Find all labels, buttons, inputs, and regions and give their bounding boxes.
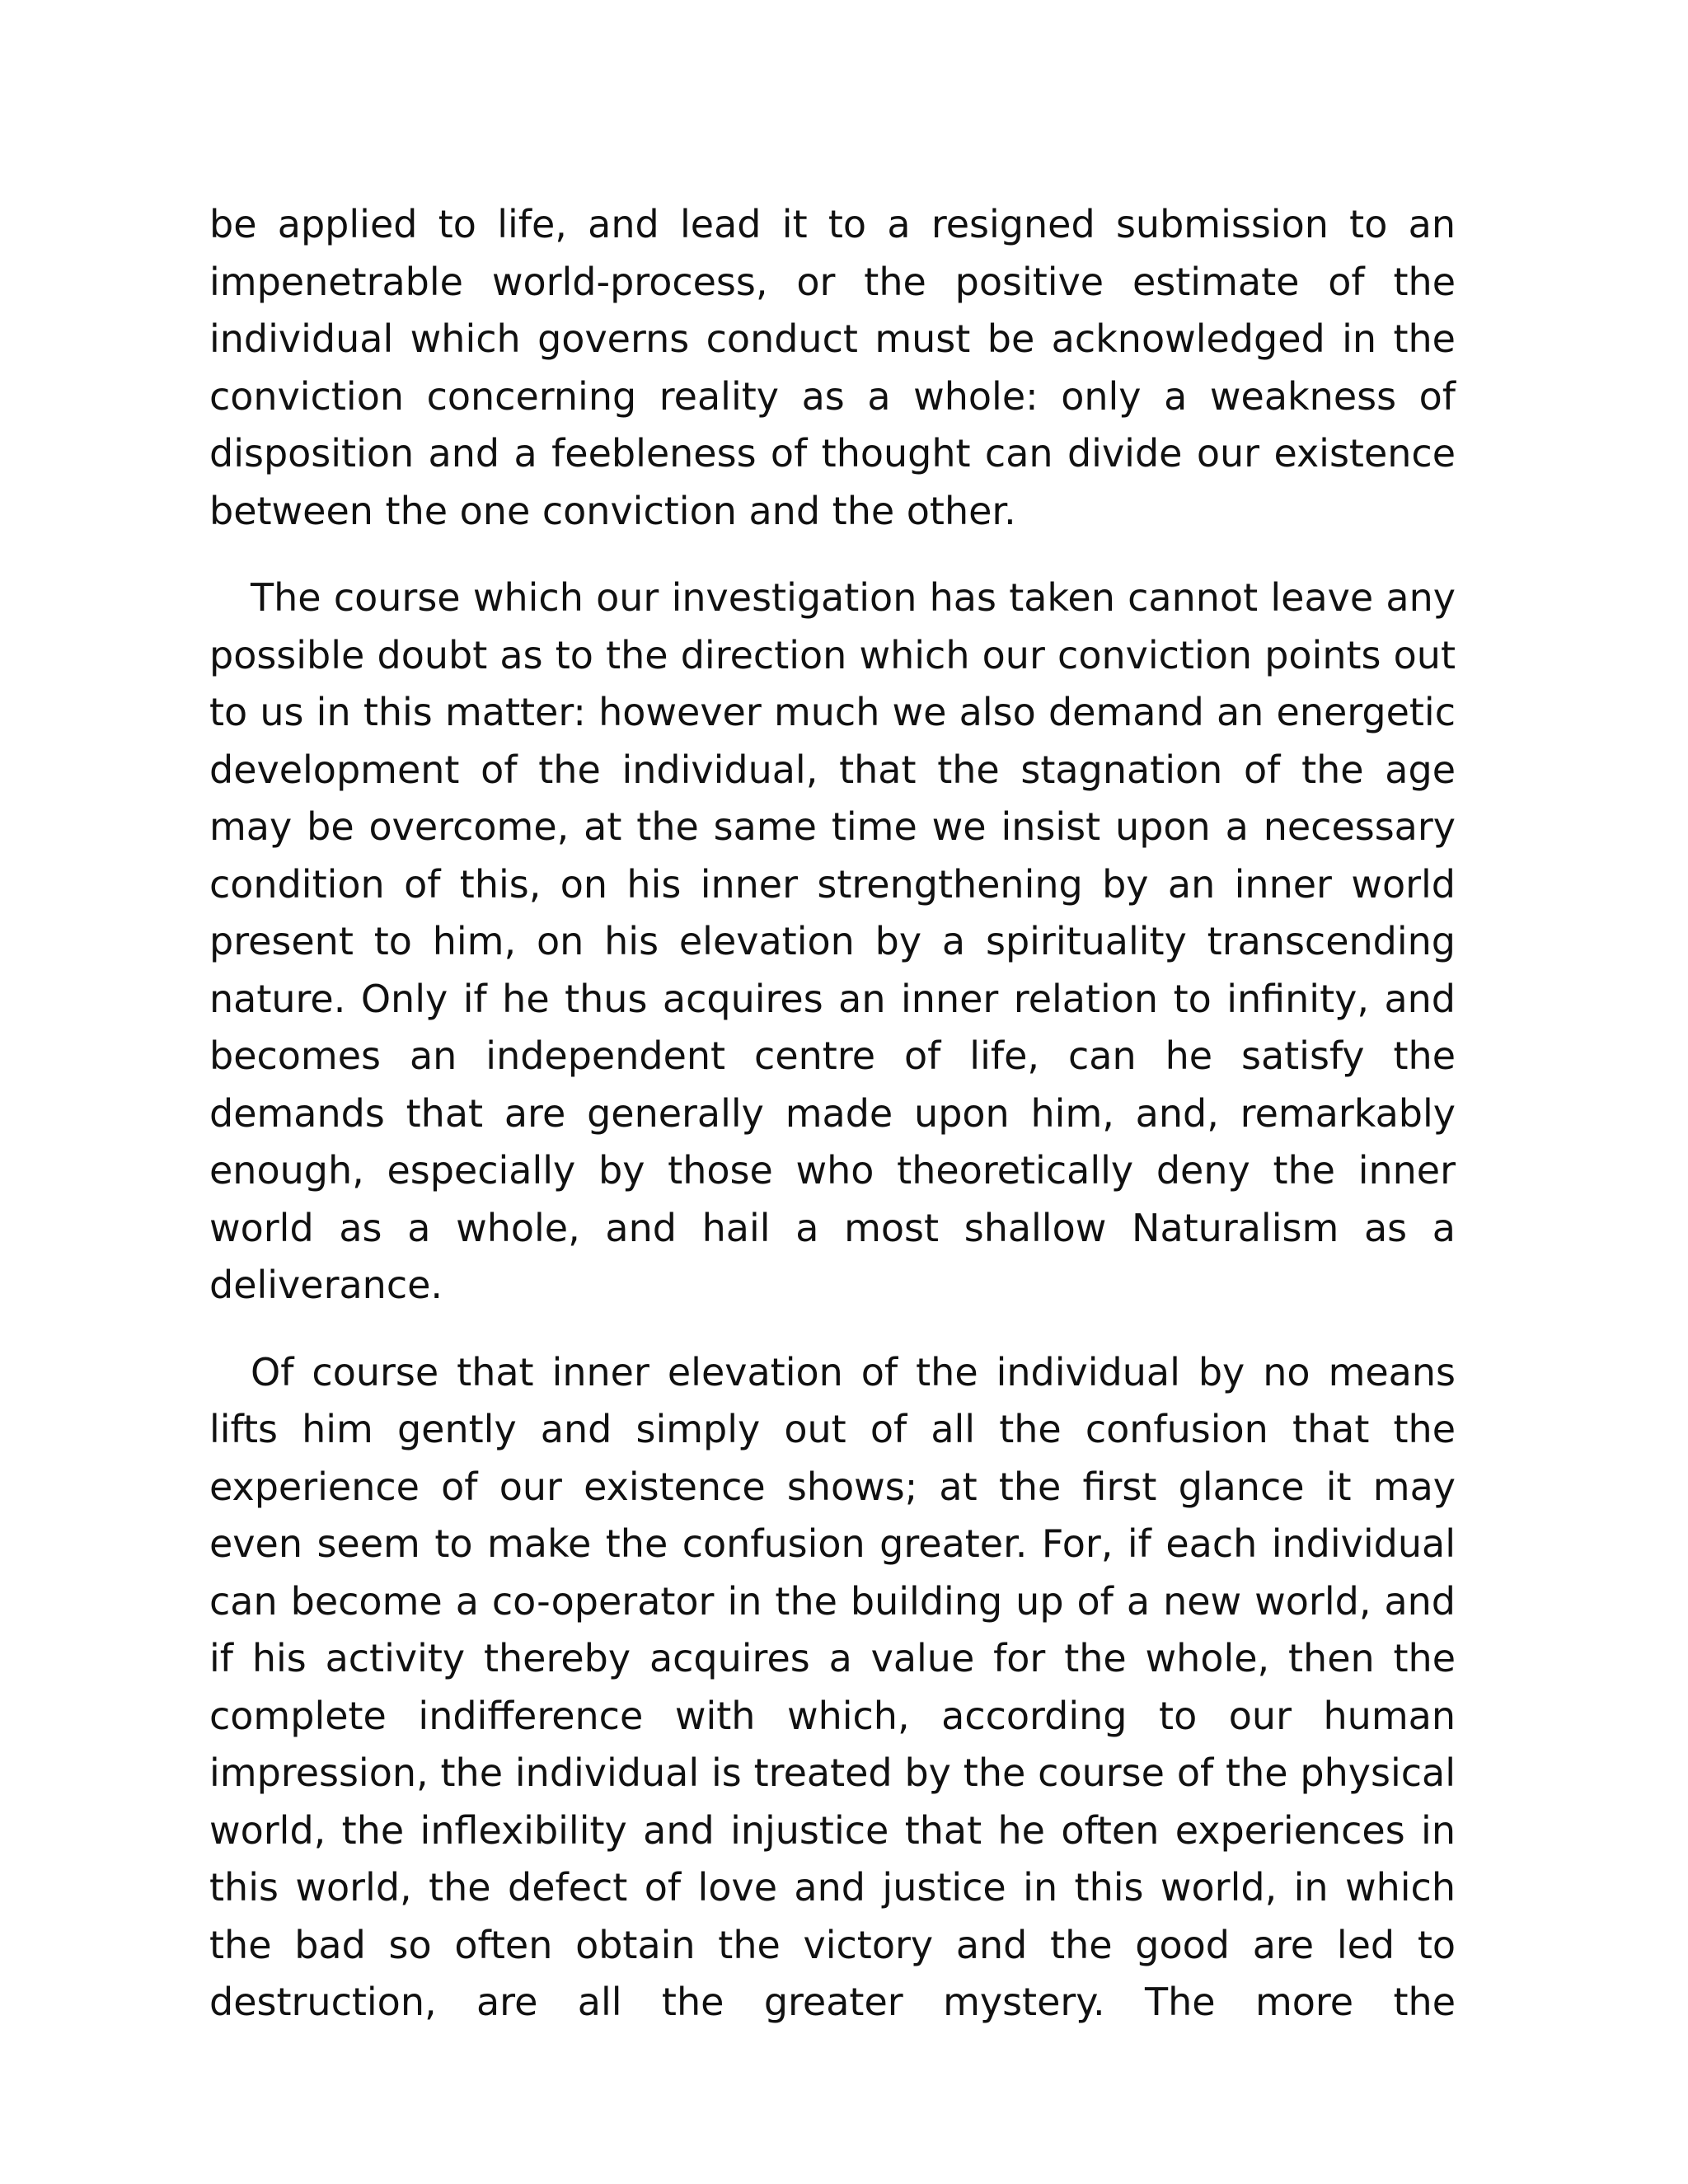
paragraph-3: Of course that inner elevation of the individual by no means lifts him gently and simply out of all the confusion that the experience of our existence shows; at the first glance it may even seem to make the confusion greater. For, if each individual can become a co-operator in the building up of a new world, and if his activity thereby acquires a value for the whole, then the complete indifference with which, according to our human impression, the individual is treated by the course of the physical world, the inflexibility and injustice that he often experiences in this world, the defect of love and justice in this world, in which the bad so often obtain the victory and the good are led to destruction, are all the greater mystery. The more the <box>209 1349 1456 2024</box>
body-text <box>209 196 1456 2032</box>
paragraph-1: be applied to life, and lead it to a resigned submission to an impenetrable world-process, or the positive estimate of the individual which governs conduct must be acknowledged in the conviction concerning reality as a whole: only a weakness of disposition and a feebleness of thought can divide our existence between the one conviction and the other. <box>209 202 1456 533</box>
paragraph-2: The course which our investigation has taken cannot leave any possible doubt as to the direction which our conviction points out to us in this matter: however much we also demand an energetic development of the individual, that the stagnation of the age may be overcome, at the same time we insist upon a necessary condition of this, on his inner strengthening by an inner world present to him, on his elevation by a spirituality transcending nature. Only if he thus acquires an inner relation to infinity, and becomes an independent centre of life, can he satisfy the demands that are generally made upon him, and, remarkably enough, especially by those who theoretically deny the inner world as a whole, and hail a most shallow Naturalism as a deliverance. <box>209 575 1456 1307</box>
